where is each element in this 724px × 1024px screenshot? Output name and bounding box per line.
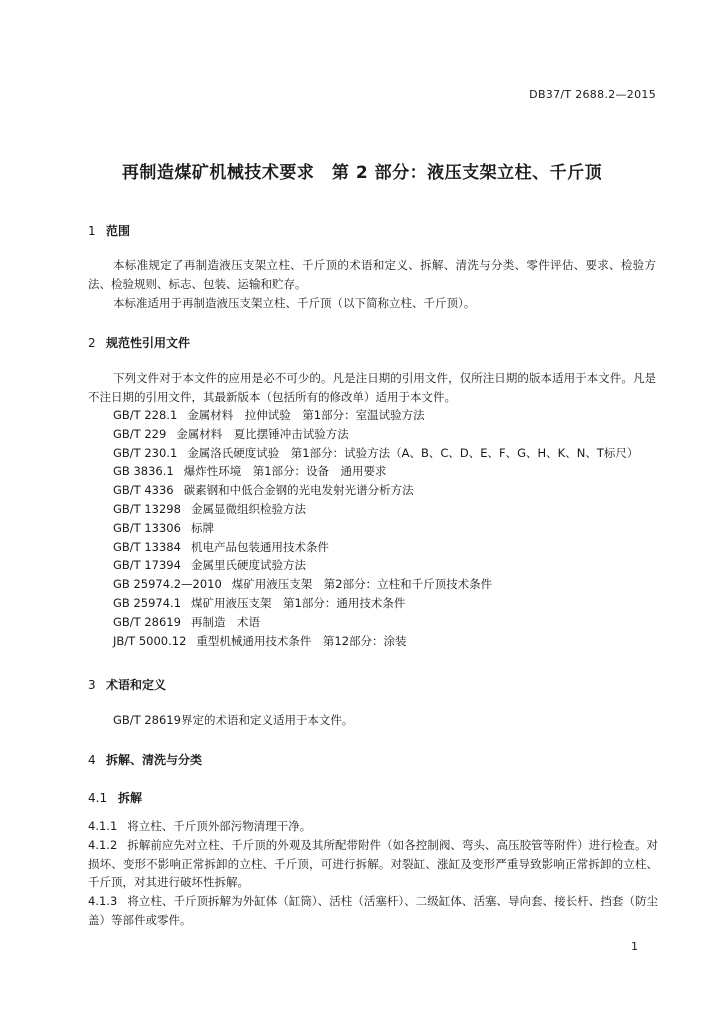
clause-text: 拆解前应先对立柱、千斤顶的外观及其所配带附件（如各控制阀、弯头、高压胶管等附件）进行检查。对损坏、变形不影响正常拆卸的立柱、千斤顶，可进行拆解。对裂缸、涨缸及变形严重导致影响正常拆卸的立柱、千斤顶，对其进行破坏性拆解。 [88,838,658,889]
section-title: 规范性引用文件 [106,336,191,350]
reference-item [113,406,638,425]
scope-paragraph-2: 本标准适用于再制造液压支架立柱、千斤顶（以下简称立柱、千斤顶）。 [113,296,476,310]
reference-item [113,613,638,632]
section-number: 4 [88,753,96,767]
section-title: 范围 [106,224,131,238]
reference-item [113,462,638,481]
section-number: 3 [88,678,96,692]
reference-name: 重型机械通用技术条件 第12部分：涂装 [196,633,407,648]
reference-name: 爆炸性环境 第1部分：设备 通用要求 [183,464,387,479]
reference-code: GB 3836.1 [113,464,174,479]
reference-item [113,519,638,538]
reference-code: GB/T 13384 [113,539,181,554]
reference-name: 碳素钢和中低合金钢的光电发射光谱分析方法 [183,483,414,498]
section-heading-3 [88,676,166,693]
section-number: 2 [88,336,96,350]
reference-code: GB 25974.2—2010 [113,577,222,592]
section-title: 拆解、清洗与分类 [106,753,203,767]
reference-name: 标牌 [190,520,214,535]
reference-code: GB/T 229 [113,426,167,441]
page-number: 1 [631,940,638,953]
reference-code: GB/T 28619 [113,614,181,629]
reference-item [113,556,638,575]
reference-code: GB/T 228.1 [113,408,178,422]
reference-item [113,444,638,463]
reference-code: JB/T 5000.12 [113,633,187,648]
reference-name: 金属材料 拉伸试验 第1部分：室温试验方法 [187,408,425,422]
normative-intro: 下列文件对于本文件的应用是必不可少的。凡是注日期的引用文件，仅所注日期的版本适用于本文件。凡是不注日期的引用文件，其最新版本（包括所有的修改单）适用于本文件。 [88,371,656,404]
scope-paragraph-1: 本标准规定了再制造液压支架立柱、千斤顶的术语和定义、拆解、清洗与分类、零件评估、要求、检验方法、检验规则、标志、包装、运输和贮存。 [88,258,656,291]
terms-paragraph: GB/T 28619界定的术语和定义适用于本文件。 [113,713,354,727]
reference-item [113,538,638,557]
reference-name: 煤矿用液压支架 第2部分：立柱和千斤顶技术条件 [231,577,493,592]
subsection-heading-4-1 [88,789,142,806]
clause-number: 4.1.1 [88,819,118,833]
reference-name: 金属显微组织检验方法 [190,501,306,516]
reference-name: 机电产品包装通用技术条件 [190,539,329,554]
section-heading-2 [88,334,190,351]
section-title: 术语和定义 [106,678,167,692]
subsection-number: 4.1 [88,791,108,805]
reference-item [113,594,638,613]
clause-4-1-1 [88,817,658,836]
clause-text: 将立柱、千斤顶外部污物清理干净。 [127,819,312,833]
section-heading-1 [88,222,130,239]
clause-4-1-3 [88,892,658,929]
reference-list [113,406,638,650]
reference-name: 煤矿用液压支架 第1部分：通用技术条件 [191,595,406,610]
reference-code: GB/T 230.1 [113,445,178,460]
reference-item [113,575,638,594]
reference-code: GB/T 4336 [113,483,174,498]
reference-name: 金属材料 夏比摆锤冲击试验方法 [176,426,349,441]
clause-text: 将立柱、千斤顶拆解为外缸体（缸筒）、活柱（活塞杆）、二级缸体、活塞、导向套、接长杆、挡套（防尘盖）等部件或零件。 [88,894,658,927]
document-code: DB37/T 2688.2—2015 [529,88,656,101]
reference-name: 金属洛氏硬度试验 第1部分：试验方法（A、B、C、D、E、F、G、H、K、N、T标尺） [187,445,639,460]
reference-name: 金属里氏硬度试验方法 [190,558,306,573]
reference-code: GB/T 13306 [113,520,181,535]
reference-code: GB/T 17394 [113,558,181,573]
clause-number: 4.1.3 [88,894,118,908]
reference-item [113,481,638,500]
reference-code: GB/T 13298 [113,501,181,516]
reference-item [113,425,638,444]
clause-4-1-2 [88,836,658,892]
reference-item [113,632,638,651]
section-number: 1 [88,224,96,238]
subsection-title: 拆解 [118,791,143,805]
reference-name: 再制造 术语 [190,614,260,629]
reference-item [113,500,638,519]
section-heading-4 [88,751,202,768]
document-title: 再制造煤矿机械技术要求 第 2 部分：液压支架立柱、千斤顶 [121,163,603,183]
clause-number: 4.1.2 [88,838,118,852]
reference-code: GB 25974.1 [113,595,182,610]
